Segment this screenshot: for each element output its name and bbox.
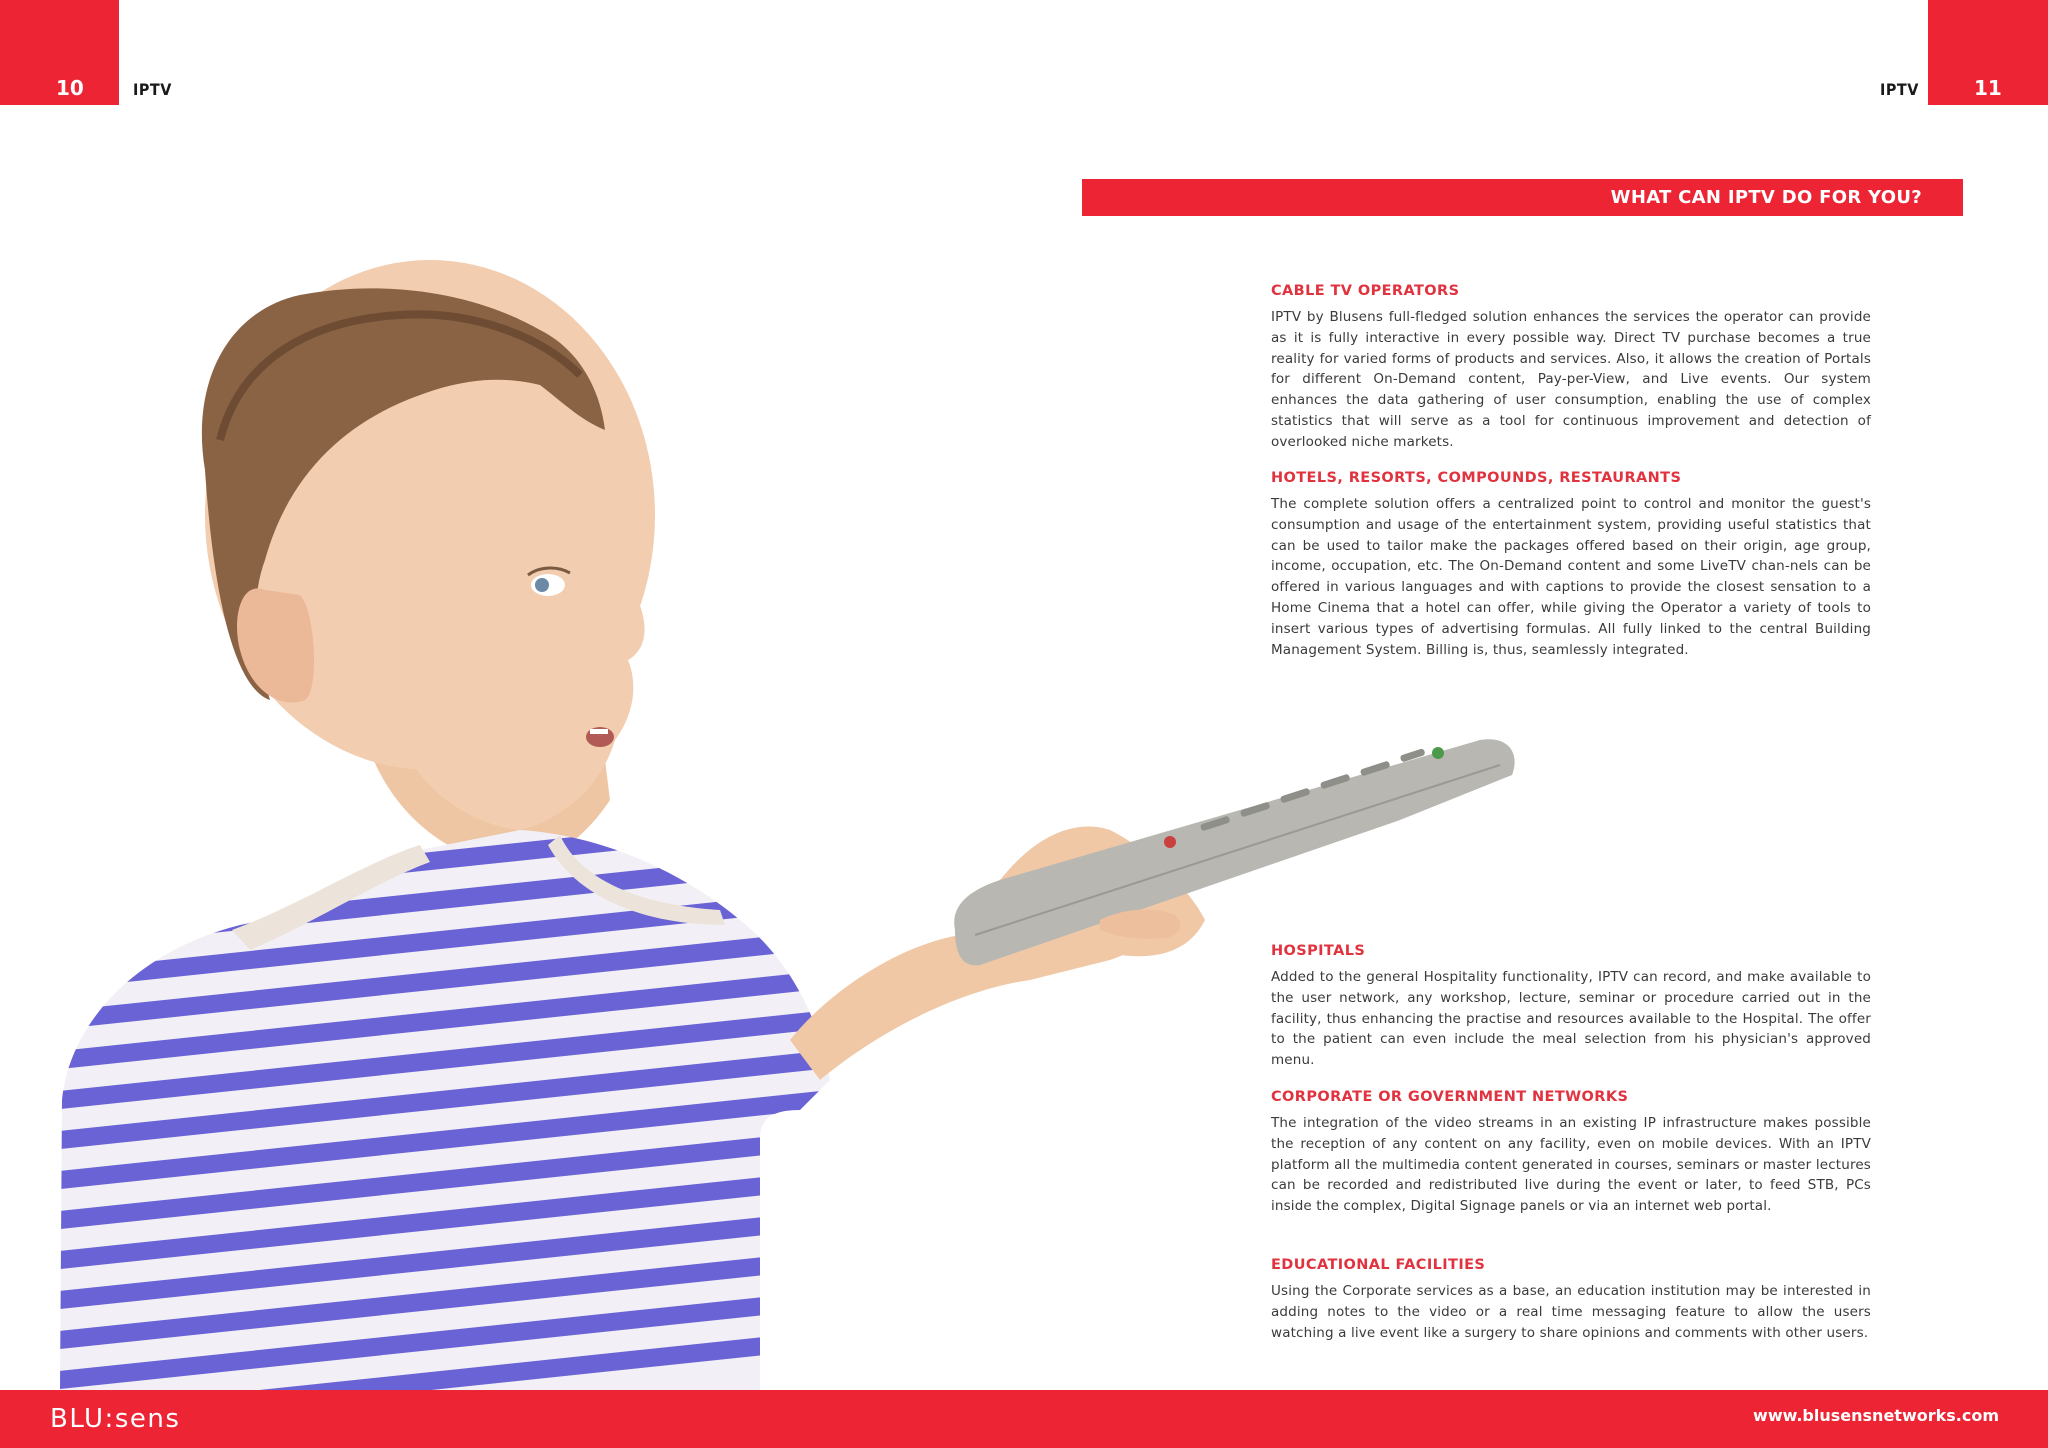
page-number-left: 10 (56, 76, 84, 100)
section-body: IPTV by Blusens full-fledged solution enhances the services the operator can provide as it is fully interactive in every possible way. Direct TV purchase becomes a true reality for varied forms of products and services. Also, it allows the creation of Portals for different On-Demand content, Pay-per-View, and Live events. Our system enhances the data gathering of user consumption, enabling the use of complex statistics that will serve as a tool for continuous improvement and detection of overlooked niche markets. (1271, 309, 1871, 450)
page-number-right: 11 (1974, 76, 2002, 100)
section-corporate (1271, 1089, 1871, 1217)
running-head-right: IPTV (1880, 80, 1919, 99)
section-cable-tv (1271, 283, 1871, 453)
section-educational (1271, 1257, 1871, 1343)
section-hospitals (1271, 943, 1871, 1071)
running-head-left: IPTV (133, 80, 172, 99)
section-heading: CABLE TV OPERATORS (1271, 283, 1460, 299)
section-heading: HOSPITALS (1271, 943, 1366, 959)
section-body: The complete solution offers a centralized point to control and monitor the guest's consumption and usage of the entertainment system, providing useful statistics that can be used to tailor make the packages offered based on their origin, age group, income, occupation, etc. The On-Demand content and some LiveTV chan-nels can be offered in various languages and with captions to provide the closest sensation to a Home Cinema that a hotel can offer, while giving the Operator a variety of tools to insert various types of advertising formulas. All fully linked to the central Building Management System. Billing is, thus, seamlessly integrated. (1271, 496, 1871, 658)
section-hotels (1271, 470, 1871, 660)
footer-bar (0, 1390, 2048, 1448)
section-title-bar (1082, 179, 1963, 216)
section-heading: CORPORATE OR GOVERNMENT NETWORKS (1271, 1089, 1629, 1105)
website-link[interactable]: www.blusensnetworks.com (1753, 1406, 1999, 1425)
section-heading: EDUCATIONAL FACILITIES (1271, 1257, 1486, 1273)
section-heading: HOTELS, RESORTS, COMPOUNDS, RESTAURANTS (1271, 470, 1682, 486)
section-body: The integration of the video streams in an existing IP infrastructure makes possible the reception of any content on any facility, even on mobile devices. With an IPTV platform all the multimedia content generated in courses, seminars or master lectures can be recorded and redistributed live during the event or later, to feed STB, PCs inside the complex, Digital Signage panels or via an internet web portal. (1271, 1115, 1871, 1215)
section-title: WHAT CAN IPTV DO FOR YOU? (1610, 187, 1922, 208)
section-body: Added to the general Hospitality functionality, IPTV can record, and make available to the user network, any workshop, lecture, seminar or procedure carried out in the facility, thus enhancing the practise and resources available to the Hospital. The offer to the patient can even include the meal selection from his physician's approved menu. (1271, 969, 1871, 1069)
section-body: Using the Corporate services as a base, an education institution may be interested in adding notes to the video or a real time messaging feature to allow the users watching a live event like a surgery to share opinions and comments with other users. (1271, 1283, 1871, 1341)
blusens-logo: BLU:sens (50, 1404, 181, 1434)
